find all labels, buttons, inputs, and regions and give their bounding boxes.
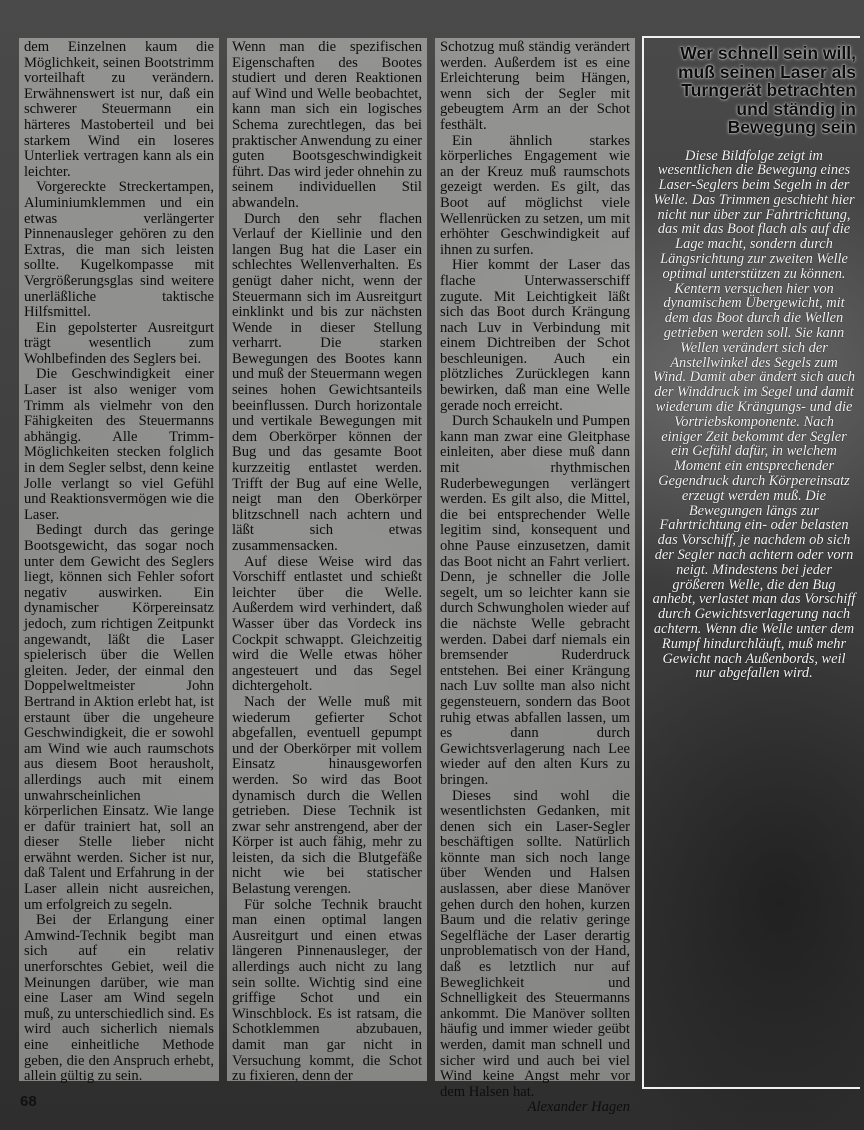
paragraph: Hier kommt der Laser das flache Unterwasserschiff zugute. Mit Leichtigkeit läßt sich das Boot durch Krängung nach Luv in Verbindung mit einem Dichtreiben der Schot beschleunigen. Auch ein plötzliches Zurücklegen kann bewirken, daß man eine Welle gerade noch erreicht. xyxy=(440,257,630,414)
paragraph: Auf diese Weise wird das Vorschiff entlastet und schießt leichter über die Welle. Außerdem wird verhindert, daß Wasser über das Vordeck ins Cockpit schwappt. Gleichzeitig wird die Welle etwas höher angesteuert und das Segel dichtergeholt. xyxy=(232,553,422,695)
paragraph: Bei der Erlangung einer Amwind-Technik begibt man sich auf ein relativ unerforschtes Gebiet, weil die Meinungen darüber, wie man eine Laser am Wind segeln muß, zu unterschiedlich sind. Es wird auch sicherlich niemals eine einheitliche Methode geben, die den Anspruch erhebt, allein gültig zu sein. xyxy=(24,912,214,1085)
paragraph: Nach der Welle muß mit wiederum gefierter Schot abgefallen, eventuell gepumpt und der Oberkörper mit vollem Einsatz hinausgeworfen werden. So wird das Boot dynamisch durch die Wellen getrieben. Diese Technik ist zwar sehr anstrengend, aber der Körper ist auch fähig, mehr zu leisten, da sich die Blutgefäße nicht wie bei statischer Belastung verengen. xyxy=(232,693,422,898)
paragraph: Durch den sehr flachen Verlauf der Kiellinie und den langen Bug hat die Laser ein schlechtes Wellenverhalten. Es genügt daher nicht, wenn der Steuermann sich im Ausreitgurt einklinkt und bis zur nächsten Wende in dieser Stellung verharrt. Die starken Bewegungen des Bootes kann und muß der Steuermann wegen seines hohen Gewichtsanteils beeinflussen. Durch horizontale und vertikale Bewegungen mit dem Oberkörper können der Bug und das gesamte Boot kurzzeitig entlastet werden. Trifft der Bug auf eine Welle, neigt man den Oberkörper blitzschnell nach achtern und läßt sich etwas zusammensacken. xyxy=(232,210,422,554)
page-number: 68 xyxy=(20,1093,37,1110)
paragraph: Ein ähnlich starkes körperliches Engagement wie an der Kreuz muß raumschots gezeigt werden. Es gilt, das Boot auf möglichst viele Wellenrücken zu setzen, um mit erhöhter Geschwindigkeit auf ihnen zu surfen. xyxy=(440,132,630,258)
paragraph: dem Einzelnen kaum die Möglichkeit, seinen Bootstrimm vorteilhaft zu verändern. Erwähnenswert ist nur, daß ein schwerer Steuermann ein härteres Mastoberteil und bei starkem Wind ein loseres Unterliek vertragen kann als ein leichter. xyxy=(24,39,214,180)
paragraph: Für solche Technik braucht man einen optimal langen Ausreitgurt und einen etwas längeren Pinnenausleger, der allerdings auch nicht zu lang sein sollte. Wichtig sind eine griffige Schot und ein Winschblock. Es ist ratsam, die Schotklemmen abzubauen, damit man gar nicht in Versuchung kommt, die Schot zu fixieren, denn der xyxy=(232,896,422,1085)
photo-caption: Diese Bildfolge zeigt im wesentlichen die Bewegung eines Laser-Seglers beim Segeln in der Welle. Das Trimmen geschieht hier nicht nur über zur Fahrtrichtung, das mit das Boot flach als auf die Lage macht, sondern durch Längsrichtung zur zweiten Welle optimal unterstützen zu können. Kentern versuchen hier von dynamischem Übergewicht, mit dem das Boot durch die Wellen getrieben werden soll. Sie kann Wellen verändert sich der Anstellwinkel des Segels zum Wind. Damit aber ändert sich auch der Winddruck im Segel und damit wiederum die Krängungs- und die Vortriebskomponente. Nach einiger Zeit bekommt der Segler ein Gefühl dafür, in welchem Moment ein entsprechender Gegendruck durch Körpereinsatz erzeugt werden muß. Die Bewegungen längs zur Fahrtrichtung ein- oder belasten das Vorschiff, je nachdem ob sich der Segler nach achtern oder vorn neigt. Mindestens bei jeder größeren Welle, die den Bug anhebt, verlastet man das Vorschiff durch Gewichtsverlagerung nach achtern. Wenn die Welle unter dem Rumpf hindurchläuft, muß mehr Gewicht nach Außenbords, weil nur abgefallen wird. xyxy=(652,147,856,682)
photo-sidebar xyxy=(642,36,860,1089)
paragraph: Schotzug muß ständig verändert werden. Außerdem ist es eine Erleichterung beim Hängen, wenn sich der Segler mit gebeugtem Arm an der Schot festhält. xyxy=(440,39,630,133)
paragraph: Wenn man die spezifischen Eigenschaften des Bootes studiert und deren Reaktionen auf Wind und Welle beobachtet, kann man sich ein logisches Schema zurechtlegen, das bei praktischer Anwendung zu einer guten Bootsgeschwindigkeit führt. Das wird jeder ohnehin zu seinem individuellen Stil abwandeln. xyxy=(232,39,422,211)
author-signature: Alexander Hagen xyxy=(527,1099,630,1116)
sidebar-headline: Wer schnell sein will, muß seinen Laser als Turngerät betrachten und ständig in Bewegung sein xyxy=(678,43,856,137)
paragraph: Vorgereckte Streckertampen, Aluminiumklemmen und ein etwas verlängerter Pinnenausleger gehören zu den Extras, die man sich leisten sollte. Kugelkompasse mit Vergrößerungsglas sind weitere unerläßliche taktische Hilfsmittel. xyxy=(24,179,214,321)
paragraph: Bedingt durch das geringe Bootsgewicht, das sogar noch unter dem Gewicht des Seglers liegt, können sich Fehler sofort negativ auswirken. Ein dynamischer Körpereinsatz jedoch, zum richtigen Zeitpunkt angewandt, läßt die Laser spielerisch über die Wellen gleiten. Jeder, der einmal den Doppelweltmeister John Bertrand in Aktion erlebt hat, ist erstaunt über die ungeheure Geschwindigkeit, die er sowohl am Wind wie auch raumschots aus diesem Boot herausholt, allerdings auch mit einem unwahrscheinlichen körperlichen Einsatz. Wie lange er dafür trainiert hat, soll an dieser Stelle lieber nicht erwähnt werden. Sicher ist nur, daß Talent und Erfahrung in der Laser allein nicht ausreichen, um erfolgreich zu segeln. xyxy=(24,522,214,913)
paragraph: Ein gepolsterter Ausreitgurt trägt wesentlich zum Wohlbefinden des Seglers bei. xyxy=(24,319,214,367)
text-column-3 xyxy=(435,38,635,1116)
text-column-2 xyxy=(227,38,427,1085)
paragraph: Durch Schaukeln und Pumpen kann man zwar eine Gleitphase einleiten, aber diese muß dann mit rhythmischen Ruderbewegungen verlängert werden. Es gilt also, die Mittel, die bei entsprechender Welle legitim sind, konsequent und ohne Pause einzusetzen, damit das Boot nicht an Fahrt verliert. Denn, je schneller die Jolle segelt, um so leichter kann sie durch Schwungholen wieder auf die nächste Welle gebracht werden. Dabei darf niemals ein bremsender Ruderdruck entstehen. Bei einer Krängung nach Luv sollte man also nicht gegensteuern, sondern das Boot ruhig etwas abfallen lassen, um es dann durch Gewichtsverlagerung nach Lee wieder auf den alten Kurs zu bringen. xyxy=(440,413,630,788)
paragraph: Dieses sind wohl die wesentlichsten Gedanken, mit denen sich ein Laser-Segler beschäftigen sollte. Natürlich könnte man sich noch lange über Wenden und Halsen auslassen, aber diese Manöver gehen durch den hohen, kurzen Baum und die relativ geringe Segelfläche der Laser derartig unproblematisch von der Hand, daß es letztlich nur auf Beweglichkeit und Schnelligkeit des Steuermanns ankommt. Die Manöver sollten häufig und immer wieder geübt werden, damit man schnell und sicher wird und auch bei viel Wind keine Angst mehr vor dem Halsen hat. xyxy=(440,787,630,1100)
text-column-1 xyxy=(19,38,219,1085)
paragraph: Die Geschwindigkeit einer Laser ist also weniger vom Trimm als vielmehr von den Fähigkeiten des Steuermanns abhängig. Alle Trimm-Möglichkeiten stecken folglich in dem Segler selbst, denn keine Jolle verlangt so viel Gefühl und Reaktionsvermögen wie die Laser. xyxy=(24,366,214,523)
